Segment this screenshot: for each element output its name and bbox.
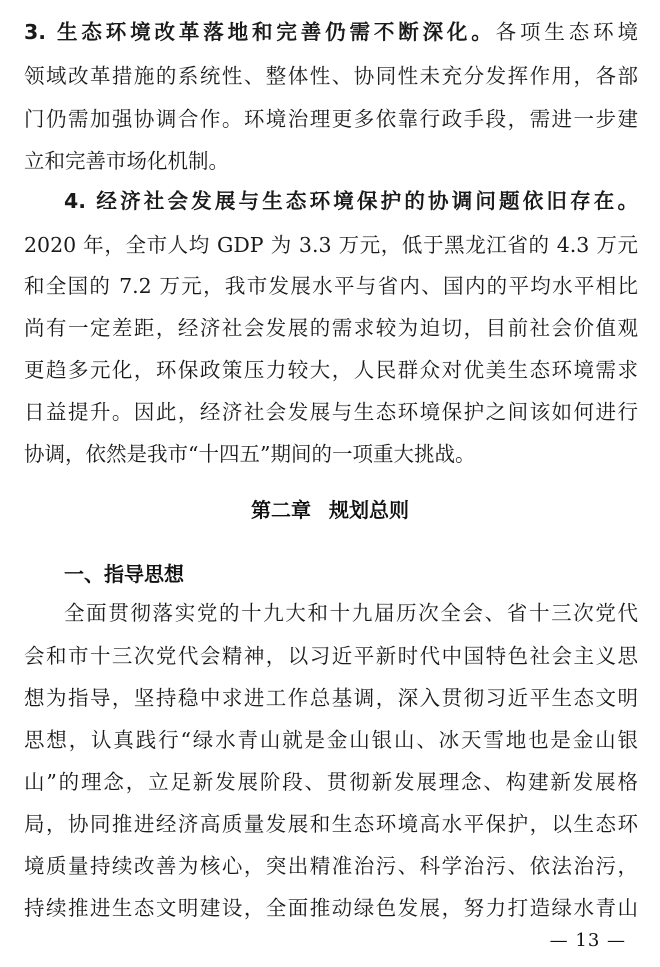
- item4-heading: 4. 经济社会发展与生态环境保护的协调问题依旧存在。: [64, 189, 638, 213]
- section-heading: 一、指导思想: [64, 562, 184, 586]
- item3-text-start: 各项生态环境: [495, 20, 639, 44]
- chapter-number: 第二章: [251, 498, 311, 522]
- item3-line-2: 领域改革措施的系统性、整体性、协同性未充分发挥作用，各部: [24, 64, 638, 88]
- guiding-line-8: 持续推进生态文明建设，全面推动绿色发展，努力打造绿水青山: [24, 896, 638, 920]
- item3-line-1: [24, 17, 638, 47]
- guiding-line-7: 境质量持续改善为核心，突出精准治污、科学治污、依法治污，: [24, 854, 638, 878]
- guiding-line-4: 思想，认真践行“绿水青山就是金山银山、冰天雪地也是金山银: [24, 728, 638, 752]
- chapter-title: 规划总则: [329, 498, 409, 522]
- item4-line-3: 尚有一定差距，经济社会发展的需求较为迫切，目前社会价值观: [24, 316, 638, 340]
- item3-line-3: 门仍需加强协调合作。环境治理更多依靠行政手段，需进一步建: [24, 107, 638, 131]
- guiding-line-5: 山”的理念，立足新发展阶段、贯彻新发展理念、构建新发展格: [24, 770, 638, 794]
- guiding-line-1: 全面贯彻落实党的十九大和十九届历次全会、省十三次党代: [64, 601, 638, 625]
- guiding-line-2: 会和市十三次党代会精神，以习近平新时代中国特色社会主义思: [24, 644, 638, 668]
- item3-line-4: 立和完善市场化机制。: [24, 149, 229, 173]
- page-number: — 13 —: [549, 930, 626, 951]
- item4-line-2: 和全国的 7.2 万元，我市发展水平与省内、国内的平均水平相比: [24, 274, 638, 298]
- item4-line-5: 日益提升。因此，经济社会发展与生态环境保护之间该如何进行: [24, 400, 638, 424]
- item4-line-6: 协调，依然是我市“十四五”期间的一项重大挑战。: [24, 442, 476, 466]
- item4-line-4: 更趋多元化，环保政策压力较大，人民群众对优美生态环境需求: [24, 358, 638, 382]
- item3-heading: 3. 生态环境改革落地和完善仍需不断深化。: [24, 20, 496, 44]
- guiding-line-6: 局，协同推进经济高质量发展和生态环境高水平保护，以生态环: [24, 812, 638, 836]
- chapter-heading: [0, 494, 660, 523]
- guiding-line-3: 想为指导，坚持稳中求进工作总基调，深入贯彻习近平生态文明: [24, 686, 638, 710]
- item4-line-1: 2020 年，全市人均 GDP 为 3.3 万元，低于黑龙江省的 4.3 万元: [24, 233, 638, 257]
